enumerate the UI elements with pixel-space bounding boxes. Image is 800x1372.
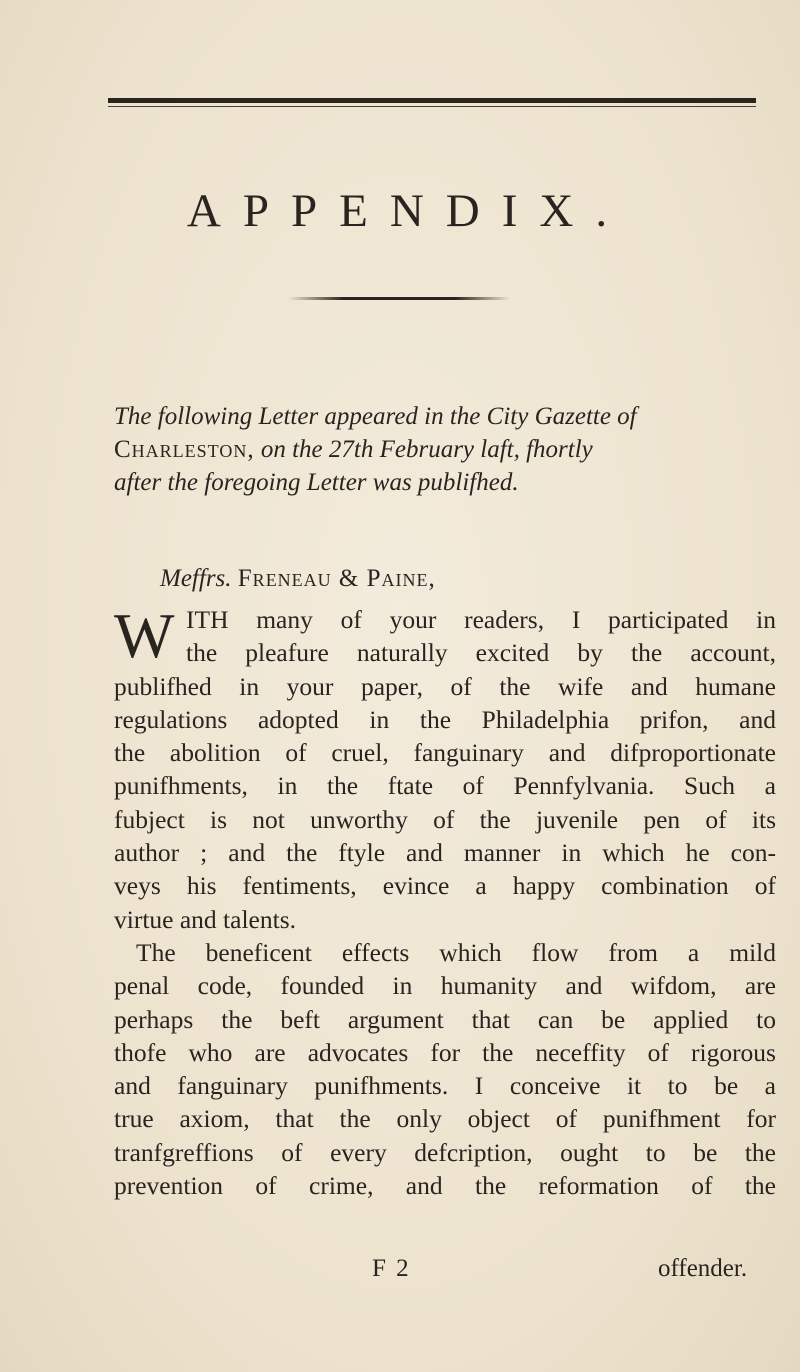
intro-line-3: after the foregoing Letter was publifhed. [114, 469, 519, 496]
body-line: publifhed in your paper, of the wife and humane [114, 671, 776, 701]
body-line: virtue and talents. [114, 904, 296, 934]
body-line: true axiom, that the only object of punifhment for [114, 1104, 776, 1134]
intro-city: Charleston, [114, 436, 255, 463]
drop-cap: W [114, 600, 175, 671]
body-line: thofe who are advocates for the neceffity of rigorous [114, 1037, 776, 1067]
body-line: punifhments, in the ftate of Pennfylvania. Such a [114, 771, 776, 801]
top-rule-thin [108, 106, 756, 107]
body-line: author ; and the ftyle and manner in which he con- [114, 838, 776, 868]
salutation-prefix: Meffrs. [160, 565, 238, 592]
body-line: ITH many of your readers, I participated in [186, 605, 776, 634]
salutation [160, 565, 436, 593]
intro-note [114, 400, 774, 499]
appendix-heading: APPENDIX. [186, 185, 630, 237]
body-line: tranfgreffions of every defcription, ought to be the [114, 1137, 776, 1167]
body-line: and fanguinary punifhments. I conceive it to be a [114, 1071, 776, 1101]
body-line: The beneficent effects which flow from a mild [136, 937, 776, 967]
body-line: prevention of crime, and the reformation of the [114, 1171, 776, 1201]
salutation-names: Freneau & Paine, [237, 565, 436, 592]
catchword: offender. [658, 1255, 748, 1282]
body-line: regulations adopted in the Philadelphia prifon, and [114, 704, 776, 734]
body-line: fubject is not unworthy of the juvenile pen of its [114, 804, 776, 834]
body-line: the abolition of cruel, fanguinary and difproportionate [114, 738, 776, 768]
body-line: veys his fentiments, evince a happy combination of [114, 871, 776, 901]
body-line: penal code, founded in humanity and wifdom, are [114, 971, 776, 1001]
ornamental-rule [288, 297, 510, 300]
top-rule [108, 98, 756, 103]
signature-mark: F 2 [372, 1255, 411, 1282]
intro-date: on the 27th February laft, fhortly [254, 436, 593, 463]
intro-line-2 [114, 433, 774, 466]
intro-line-1: The following Letter appeared in the City Gazette of [114, 403, 637, 430]
body-line: perhaps the beft argument that can be applied to [114, 1004, 776, 1034]
letter-body [114, 600, 776, 1202]
body-line: the pleafure naturally excited by the account, [186, 638, 776, 668]
